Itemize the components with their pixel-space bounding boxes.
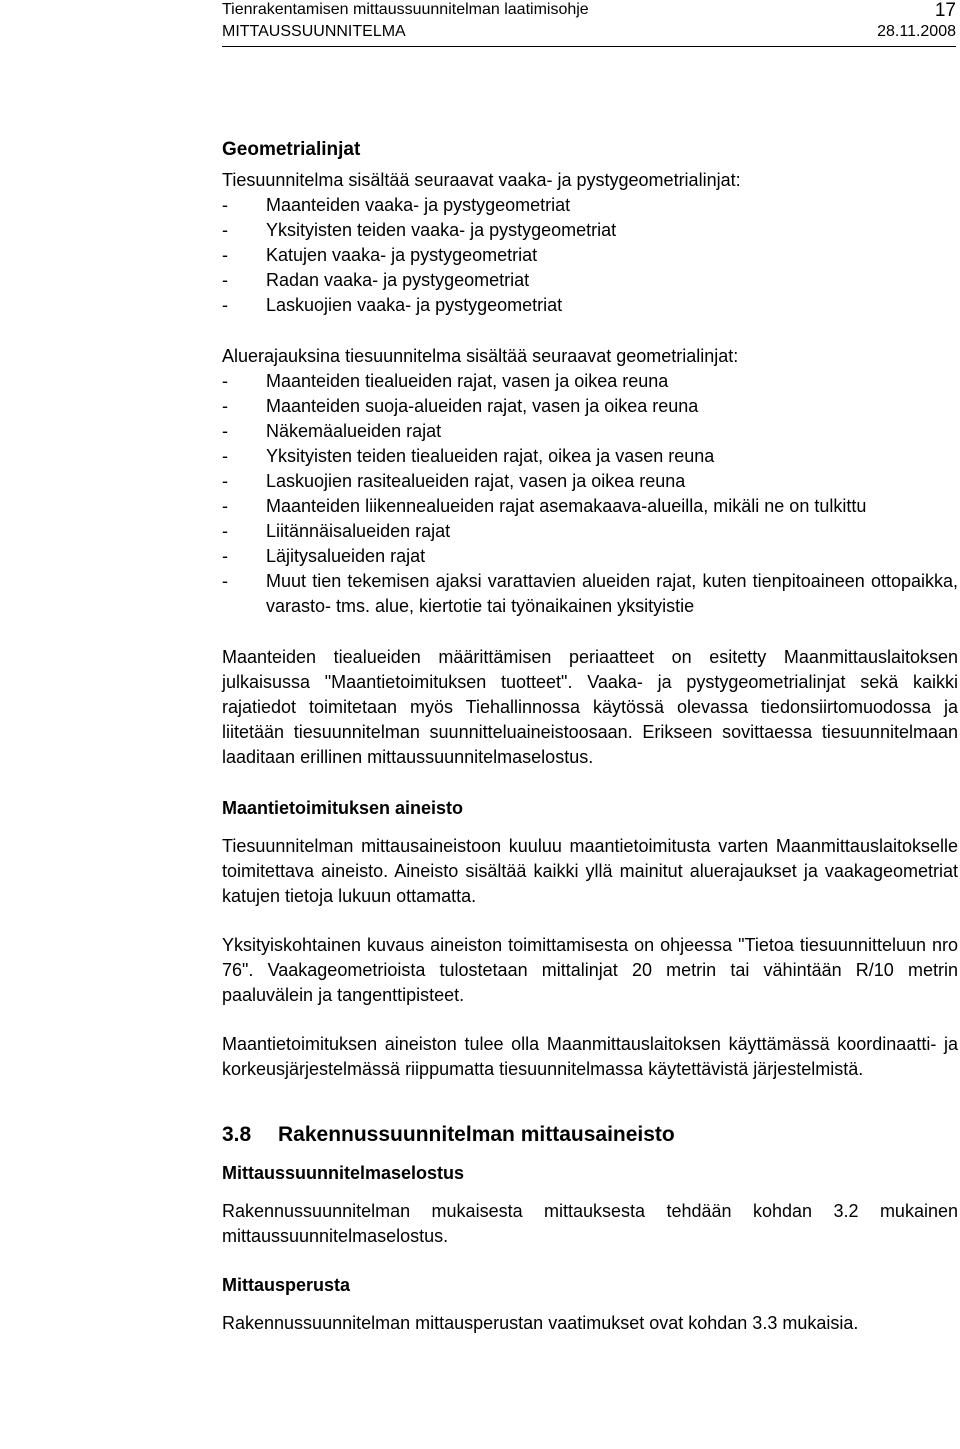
list-item: - Liitännäisalueiden rajat <box>222 519 958 544</box>
page-header <box>222 0 956 47</box>
area-list <box>222 369 958 619</box>
dash-bullet: - <box>222 245 228 265</box>
document-date: 28.11.2008 <box>877 23 956 40</box>
list-item: - Laskuojien vaaka- ja pystygeometriat <box>222 293 958 318</box>
list-item: - Muut tien tekemisen ajaksi varattavien alueiden rajat, kuten tienpitoaineen ottopaikka, varasto- tms. alue, kiertotie tai työnaikainen yksityistie <box>222 571 958 616</box>
list-item: - Radan vaaka- ja pystygeometriat <box>222 268 958 293</box>
list-item: - Laskuojien rasitealueiden rajat, vasen ja oikea reuna <box>222 469 958 494</box>
dash-bullet: - <box>222 295 228 315</box>
perusta-paragraph: Rakennussuunnitelman mittausperustan vaatimukset ovat kohdan 3.3 mukaisia. <box>222 1313 859 1333</box>
dash-bullet: - <box>222 220 228 240</box>
dash-bullet: - <box>222 471 228 491</box>
section-heading-mittaussuunnitelmaselostus: Mittaussuunnitelmaselostus <box>222 1163 465 1183</box>
list-item: - Yksityisten teiden tiealueiden rajat, oikea ja vasen reuna <box>222 444 958 469</box>
dash-bullet: - <box>222 571 228 591</box>
geometry-list <box>222 193 958 318</box>
list-item: - Maanteiden suoja-alueiden rajat, vasen ja oikea reuna <box>222 394 958 419</box>
document-subtitle: MITTAUSSUUNNITELMA <box>222 23 406 40</box>
list-item: - Yksityisten teiden vaaka- ja pystygeometriat <box>222 218 958 243</box>
document-title: Tienrakentamisen mittaussuunnitelman laatimisohje <box>222 1 589 18</box>
dash-bullet: - <box>222 446 228 466</box>
dash-bullet: - <box>222 546 228 566</box>
dash-bullet: - <box>222 496 228 516</box>
dash-bullet: - <box>222 396 228 416</box>
area-intro: Aluerajauksina tiesuunnitelma sisältää seuraavat geometrialinjat: <box>222 346 739 366</box>
section-heading-geometrialinjat: Geometrialinjat <box>222 139 361 160</box>
section-heading-maantietoimitus: Maantietoimituksen aineisto <box>222 798 464 818</box>
page-number: 17 <box>934 0 956 21</box>
dash-bullet: - <box>222 421 228 441</box>
maantie-paragraph-2: Yksityiskohtainen kuvaus aineiston toimittamisesta on ohjeessa "Tietoa tiesuunnitteluun nro 76". Vaakageometrioista tulostetaan mittalinjat 20 metrin tai vähintään R/10 metrin paaluvälein ja tangenttipisteet. <box>222 935 958 1005</box>
chapter-heading <box>222 1121 958 1148</box>
selostus-paragraph: Rakennussuunnitelman mukaisesta mittauksesta tehdään kohdan 3.2 mukainen mittaussuunnitelmaselostus. <box>222 1201 958 1246</box>
section-heading-mittausperusta: Mittausperusta <box>222 1275 351 1295</box>
chapter-number: 3.8 <box>222 1123 252 1146</box>
chapter-title: Rakennussuunnitelman mittausaineisto <box>278 1123 675 1146</box>
list-item: - Näkemäalueiden rajat <box>222 419 958 444</box>
dash-bullet: - <box>222 371 228 391</box>
list-item: - Maanteiden tiealueiden rajat, vasen ja oikea reuna <box>222 369 958 394</box>
list-item: - Katujen vaaka- ja pystygeometriat <box>222 243 958 268</box>
page-body <box>222 137 958 1336</box>
maantie-paragraph-1: Tiesuunnitelman mittausaineistoon kuuluu maantietoimitusta varten Maanmittauslaitokselle toimitettava aineisto. Aineisto sisältää kaikki yllä mainitut aluerajaukset ja vaakageometriat katujen tietoja lukuun ottamatta. <box>222 836 958 906</box>
maantie-paragraph-3: Maantietoimituksen aineiston tulee olla Maanmittauslaitoksen käyttämässä koordinaatti- ja korkeusjärjestelmässä riippumatta tiesuunnitelmassa käytettävistä järjestelmistä. <box>222 1034 958 1079</box>
dash-bullet: - <box>222 270 228 290</box>
list-item: - Maanteiden liikennealueiden rajat asemakaava-alueilla, mikäli ne on tulkittu <box>222 494 958 519</box>
dash-bullet: - <box>222 195 228 215</box>
geometry-intro: Tiesuunnitelma sisältää seuraavat vaaka- ja pystygeometrialinjat: <box>222 170 741 190</box>
list-item: - Läjitysalueiden rajat <box>222 544 958 569</box>
list-item: - Maanteiden vaaka- ja pystygeometriat <box>222 193 958 218</box>
dash-bullet: - <box>222 521 228 541</box>
geometry-paragraph: Maanteiden tiealueiden määrittämisen periaatteet on esitetty Maanmittauslaitoksen julkaisussa "Maantietoimituksen tuotteet". Vaaka- ja pystygeometrialinjat sekä kaikki rajatiedot toimitetaan myös Tiehallinnossa käytössä olevassa tiedonsiirtomuodossa ja liitetään tiesuunnitelman suunnitteluaineistoosaan. Erikseen sovittaessa tiesuunnitelmaan laaditaan erillinen mittaussuunnitelmaselostus. <box>222 647 958 767</box>
